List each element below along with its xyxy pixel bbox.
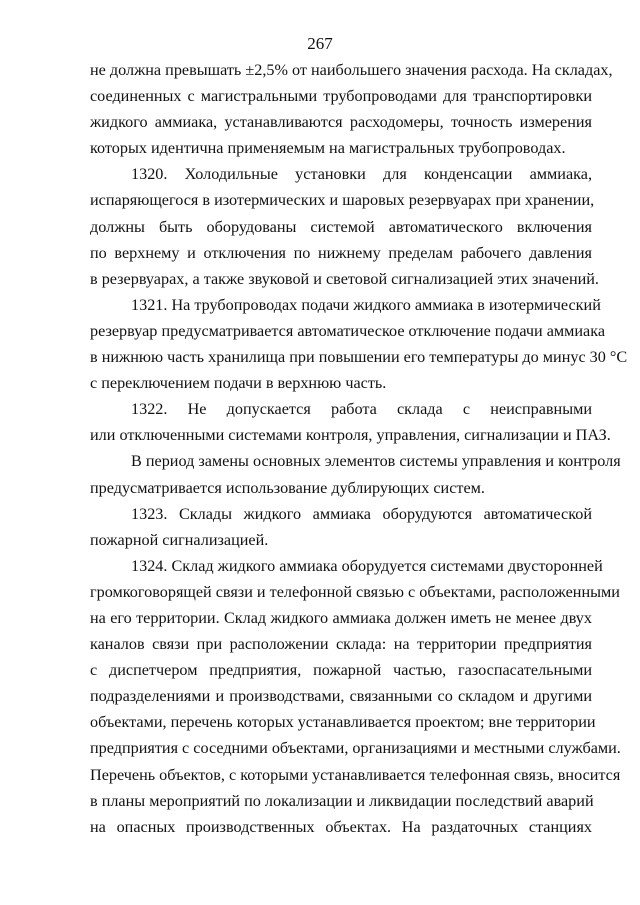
text-line: испаряющегося в изотермических и шаровых резервуарах при хранении, xyxy=(90,191,595,210)
text-line: подразделениями и производствами, связанными со складом и другими xyxy=(90,687,592,706)
text-line: 1322. Не допускается работа склада с неисправными xyxy=(131,400,592,419)
text-line: не должна превышать ±2,5% от наибольшего значения расхода. На складах, xyxy=(90,61,613,79)
text-line: каналов связи при расположении склада: на территории предприятия xyxy=(90,635,592,654)
paragraph-p1322 xyxy=(90,396,611,448)
text-line: пожарной сигнализацией. xyxy=(90,530,269,549)
paragraph-p1320 xyxy=(90,161,599,291)
text-line: на опасных производственных объектах. На раздаточных станциях xyxy=(90,817,592,836)
text-line: в нижнюю часть хранилища при повышении его температуры до минус 30 °С xyxy=(90,348,628,367)
text-line: должны быть оборудованы системой автоматического включения xyxy=(90,217,592,236)
text-line: соединенных с магистральными трубопроводами для транспортировки xyxy=(90,87,592,106)
paragraph-p1323 xyxy=(90,501,592,553)
text-line: на его территории. Склад жидкого аммиака должен иметь не менее двух xyxy=(90,608,592,627)
text-line: предприятия с соседними объектами, организациями и местными службами. xyxy=(90,739,621,758)
text-line: резервуар предусматривается автоматическое отключение подачи аммиака xyxy=(90,321,606,340)
text-line: громкоговорящей связи и телефонной связью с объектами, расположенными xyxy=(90,582,620,601)
text-line: 1323. Склады жидкого аммиака оборудуются автоматической xyxy=(131,504,592,523)
paragraph-p1322b xyxy=(90,448,621,500)
text-line: которых идентична применяемым на магистральных трубопроводах. xyxy=(90,139,566,158)
text-line: в планы мероприятий по локализации и ликвидации последствий аварий xyxy=(90,791,594,810)
page-number: 267 xyxy=(307,34,333,53)
paragraph-p1321 xyxy=(90,292,628,396)
text-line: Перечень объектов, с которыми устанавливается телефонная связь, вносится xyxy=(90,765,621,784)
paragraph-continuation xyxy=(90,57,613,161)
text-line: 1320. Холодильные установки для конденсации аммиака, xyxy=(131,165,592,184)
text-line: с переключением подачи в верхнюю часть. xyxy=(90,374,387,393)
text-line: или отключенными системами контроля, управления, сигнализации и ПАЗ. xyxy=(90,426,611,445)
paragraph-p1324 xyxy=(90,553,621,840)
document-body xyxy=(90,57,628,840)
text-line: В период замены основных элементов системы управления и контроля xyxy=(131,452,621,471)
text-line: в резервуарах, а также звуковой и световой сигнализацией этих значений. xyxy=(90,269,599,288)
text-line: жидкого аммиака, устанавливаются расходомеры, точность измерения xyxy=(90,113,592,132)
text-line: объектами, перечень которых устанавливается проектом; вне территории xyxy=(90,713,596,732)
text-line: с диспетчером предприятия, пожарной частью, газоспасательными xyxy=(90,661,592,680)
text-line: 1321. На трубопроводах подачи жидкого аммиака в изотермический xyxy=(131,295,601,314)
text-line: 1324. Склад жидкого аммиака оборудуется системами двусторонней xyxy=(131,556,603,575)
text-line: предусматривается использование дублирующих систем. xyxy=(90,478,485,497)
text-line: по верхнему и отключения по нижнему пределам рабочего давления xyxy=(90,243,592,262)
